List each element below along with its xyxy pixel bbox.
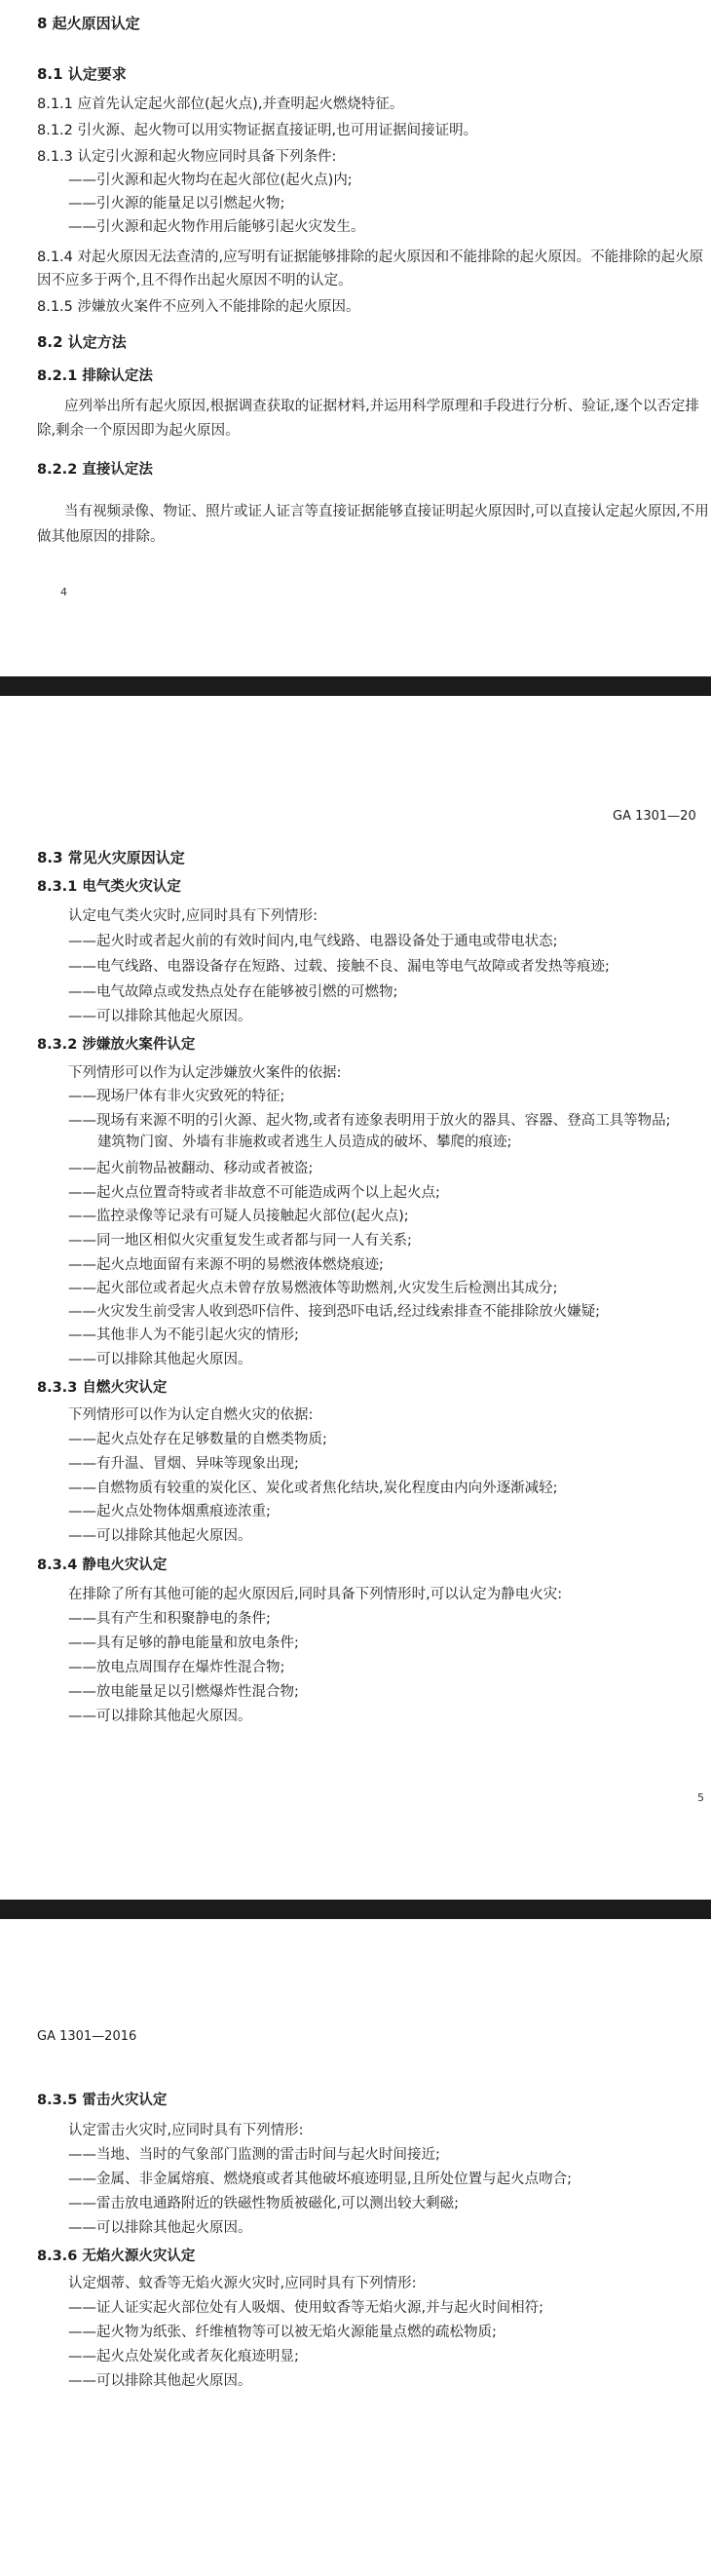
subsection-heading: 8.3.1 电气类火灾认定: [37, 879, 181, 895]
list-item: ——可以排除其他起火原因。: [68, 1352, 252, 1367]
subsection-heading: 8.3.4 静电火灾认定: [37, 1557, 168, 1573]
list-item: ——现场有来源不明的引火源、起火物,或者有迹象表明用于放火的器具、容器、登高工具等物品;: [68, 1113, 671, 1129]
paragraph: 应列举出所有起火原因,根据调查获取的证据材料,并运用科学原理和手段进行分析、验证,逐个以否定排除,剩余一个原因即为起火原因。: [37, 399, 699, 439]
list-item: ——引火源和起火物均在起火部位(起火点)内;: [68, 173, 353, 188]
list-item: ——金属、非金属熔痕、燃烧痕或者其他破坏痕迹明显,且所处位置与起火点吻合;: [68, 2172, 572, 2187]
subsection-heading: 8.2.1 排除认定法: [37, 368, 153, 384]
page-separator: [0, 676, 711, 696]
paragraph: 认定雷击火灾时,应同时具有下列情形:: [68, 2123, 304, 2138]
section-heading: 8.1 认定要求: [37, 65, 127, 83]
list-item: ——电气线路、电器设备存在短路、过载、接触不良、漏电等电气故障或者发热等痕迹;: [68, 959, 610, 975]
list-item: ——具有产生和积聚静电的条件;: [68, 1611, 271, 1627]
list-item: ——可以排除其他起火原因。: [68, 2220, 252, 2236]
list-item: ——起火部位或者起火点未曾存放易燃液体等助燃剂,火灾发生后检测出其成分;: [68, 1281, 558, 1296]
list-item: ——具有足够的静电能量和放电条件;: [68, 1635, 299, 1651]
list-item: ——引火源和起火物作用后能够引起火灾发生。: [68, 219, 365, 235]
document-page-3: [0, 1919, 711, 2576]
section-heading: 8.3 常见火灾原因认定: [37, 849, 185, 866]
list-item: ——有升温、冒烟、异味等现象出现;: [68, 1456, 299, 1472]
clause-text: 8.1.3 认定引火源和起火物应同时具备下列条件:: [37, 149, 337, 165]
page-number: 5: [697, 1791, 704, 1804]
subsection-heading: 8.3.6 无焰火源火灾认定: [37, 2249, 196, 2264]
list-item: ——证人证实起火部位处有人吸烟、使用蚊香等无焰火源,并与起火时间相符;: [68, 2300, 543, 2316]
list-item: ——起火点位置奇特或者非故意不可能造成两个以上起火点;: [68, 1185, 440, 1201]
subsection-heading: 8.2.2 直接认定法: [37, 462, 153, 478]
list-item: ——起火点处物体烟熏痕迹浓重;: [68, 1504, 271, 1519]
clause-text: 8.1.5 涉嫌放火案件不应列入不能排除的起火原因。: [37, 299, 360, 315]
document-page-2: [0, 696, 711, 1900]
running-head: GA 1301—20: [613, 809, 696, 824]
paragraph: 下列情形可以作为认定涉嫌放火案件的依据:: [68, 1065, 342, 1081]
subsection-heading: 8.3.3 自燃火灾认定: [37, 1380, 168, 1396]
page-number: 4: [60, 586, 67, 598]
list-item: ——起火点处存在足够数量的自燃类物质;: [68, 1432, 327, 1447]
list-item: ——电气故障点或发热点处存在能够被引燃的可燃物;: [68, 984, 398, 1000]
list-item: ——可以排除其他起火原因。: [68, 1009, 252, 1024]
list-item: ——监控录像等记录有可疑人员接触起火部位(起火点);: [68, 1209, 409, 1224]
page-separator: [0, 1900, 711, 1919]
list-item: ——放电点周围存在爆炸性混合物;: [68, 1660, 285, 1675]
list-item: ——自燃物质有较重的炭化区、炭化或者焦化结块,炭化程度由内向外逐渐减轻;: [68, 1480, 558, 1496]
list-item: ——起火点地面留有来源不明的易燃液体燃烧痕迹;: [68, 1257, 384, 1273]
list-item: ——现场尸体有非火灾致死的特征;: [68, 1089, 285, 1104]
list-item: ——起火前物品被翻动、移动或者被盗;: [68, 1161, 314, 1176]
clause-text: 8.1.4 对起火原因无法查清的,应写明有证据能够排除的起火原因和不能排除的起火原因。不能排除的起火原因不应多于两个,且不得作出起火原因不明的认定。: [37, 250, 704, 288]
document-page-1: [0, 0, 711, 676]
list-item-continuation: 建筑物门窗、外墙有非施救或者逃生人员造成的破坏、攀爬的痕迹;: [97, 1134, 512, 1150]
paragraph: 在排除了所有其他可能的起火原因后,同时具备下列情形时,可以认定为静电火灾:: [68, 1587, 563, 1602]
running-head: GA 1301—2016: [37, 2029, 137, 2044]
paragraph: 认定电气类火灾时,应同时具有下列情形:: [68, 908, 318, 924]
list-item: ——当地、当时的气象部门监测的雷击时间与起火时间接近;: [68, 2147, 440, 2163]
paragraph: 下列情形可以作为认定自燃火灾的依据:: [68, 1407, 314, 1423]
list-item: ——火灾发生前受害人收到恐吓信件、接到恐吓电话,经过线索排查不能排除放火嫌疑;: [68, 1304, 600, 1320]
paragraph: 认定烟蒂、蚊香等无焰火源火灾时,应同时具有下列情形:: [68, 2276, 417, 2291]
clause-text: 8.1.2 引火源、起火物可以用实物证据直接证明,也可用证据间接证明。: [37, 123, 478, 138]
clause-text: 8.1.1 应首先认定起火部位(起火点),并查明起火燃烧特征。: [37, 96, 404, 112]
list-item: ——起火物为纸张、纤维植物等可以被无焰火源能量点燃的疏松物质;: [68, 2325, 497, 2340]
list-item: ——起火时或者起火前的有效时间内,电气线路、电器设备处于通电或带电状态;: [68, 934, 558, 949]
list-item: ——可以排除其他起火原因。: [68, 1528, 252, 1544]
list-item: ——引火源的能量足以引燃起火物;: [68, 196, 285, 211]
list-item: ——放电能量足以引燃爆炸性混合物;: [68, 1684, 299, 1700]
list-item: ——可以排除其他起火原因。: [68, 1709, 252, 1724]
subsection-heading: 8.3.5 雷击火灾认定: [37, 2093, 168, 2108]
list-item: ——其他非人为不能引起火灾的情形;: [68, 1327, 299, 1343]
list-item: ——同一地区相似火灾重复发生或者都与同一人有关系;: [68, 1233, 412, 1249]
paragraph: 当有视频录像、物证、照片或证人证言等直接证据能够直接证明起火原因时,可以直接认定起火原因,不用做其他原因的排除。: [37, 504, 709, 545]
list-item: ——可以排除其他起火原因。: [68, 2373, 252, 2389]
list-item: ——起火点处炭化或者灰化痕迹明显;: [68, 2349, 299, 2365]
section-heading: 8.2 认定方法: [37, 333, 127, 351]
subsection-heading: 8.3.2 涉嫌放火案件认定: [37, 1037, 196, 1053]
list-item: ——雷击放电通路附近的铁磁性物质被磁化,可以测出较大剩磁;: [68, 2196, 459, 2211]
chapter-heading: 8 起火原因认定: [37, 15, 140, 32]
